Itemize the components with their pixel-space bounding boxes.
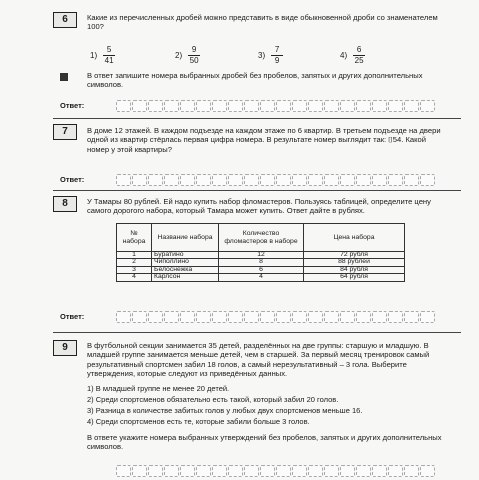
question-number-9: 9 [53, 340, 77, 356]
statement-item: 1) В младшей группе не менее 20 детей. [87, 384, 230, 393]
numerator: 5 [106, 45, 112, 54]
statement-item: 2) Среди спортсменов обязательно есть такой, который забил 20 голов. [87, 395, 339, 404]
cell-number: 4 [117, 274, 152, 281]
answer-field-8[interactable] [116, 311, 435, 323]
column-header: Цена набора [304, 224, 405, 252]
table-row [117, 274, 405, 281]
sets-table [116, 223, 405, 282]
numerator: 9 [191, 45, 197, 54]
answer-field-7[interactable] [116, 174, 435, 186]
numerator: 6 [356, 45, 362, 54]
question-8-text: У Тамары 80 рублей. Ей надо купить набор фломастеров. Пользуясь таблицей, определите цену самого дорогого набора, который Тамара может купить. Ответ дайте в рублях. [87, 197, 431, 216]
square-marker-icon [60, 73, 68, 81]
statement-item: 4) Среди спортсменов есть те, которые забили больше 3 голов. [87, 417, 310, 426]
denominator: 41 [104, 56, 114, 65]
column-header: Количество фломастеров в наборе [219, 224, 304, 252]
cell-price: 88 рублей [304, 259, 405, 266]
cell-name: Карлсон [152, 274, 219, 281]
q6-option-4 [340, 46, 365, 65]
question-number-8: 8 [53, 196, 77, 212]
question-9-text: В футбольной секции занимается 35 детей, разделённых на две группы: старшую и младшую. В младшей группе занимается меньше детей, чем в старшей. За первый месяц тренировок самый результативный спортсмен забил 18 голов, а самый нерезультативный – 3 гола. Выберите утверждения, которые следуют из приведённых данных. [87, 341, 430, 379]
denominator: 9 [274, 56, 280, 65]
divider [53, 190, 461, 191]
divider [53, 118, 461, 119]
question-number-7: 7 [53, 124, 77, 140]
cell-count: 8 [219, 259, 304, 266]
divider [53, 332, 461, 333]
statements-list [87, 383, 362, 427]
cell-count: 6 [219, 266, 304, 273]
cell-count: 12 [219, 252, 304, 259]
cell-price: 72 рубля [304, 252, 405, 259]
column-header: Название набора [152, 224, 219, 252]
option-label: 2) [175, 51, 183, 60]
cell-number: 3 [117, 266, 152, 273]
cell-name: Белоснежка [152, 266, 219, 273]
option-label: 4) [340, 51, 348, 60]
q6-option-2 [175, 46, 200, 65]
question-6-text: Какие из перечисленных дробей можно представить в виде обыкновенной дроби со знаменателем 100? [87, 13, 438, 32]
denominator: 50 [189, 56, 199, 65]
question-9-instruction: В ответе укажите номера выбранных утверждений без пробелов, запятых и других дополнительных символов. [87, 433, 442, 452]
question-6-instruction: В ответ запишите номера выбранных дробей без пробелов, запятых и других дополнительных символов. [87, 71, 423, 90]
answer-label-7: Ответ: [60, 175, 85, 184]
cell-price: 84 рубля [304, 266, 405, 273]
answer-field-6[interactable] [116, 100, 435, 112]
cell-price: 64 рубля [304, 274, 405, 281]
answer-field-9[interactable] [116, 465, 435, 477]
q6-option-3 [258, 46, 283, 65]
question-number-6: 6 [53, 12, 77, 28]
table-header-row [117, 224, 405, 252]
numerator: 7 [274, 45, 280, 54]
column-header: № набора [117, 224, 152, 252]
cell-name: Чиполлино [152, 259, 219, 266]
option-label: 1) [90, 51, 98, 60]
answer-label-8: Ответ: [60, 312, 85, 321]
cell-name: Буратино [152, 252, 219, 259]
statement-item: 3) Разница в количестве забитых голов у любых двух спортсменов меньше 16. [87, 406, 363, 415]
q6-option-1 [90, 46, 115, 65]
cell-number: 2 [117, 259, 152, 266]
cell-number: 1 [117, 252, 152, 259]
option-label: 3) [258, 51, 266, 60]
answer-label-6: Ответ: [60, 101, 85, 110]
question-7-text: В доме 12 этажей. В каждом подъезде на каждом этаже по 6 квартир. В третьем подъезде на двери одной из квартир стёрлась первая цифра номера. В результате номер выглядит так: ⌷54. Какой номер у этой квартиры? [87, 126, 441, 154]
denominator: 25 [354, 56, 364, 65]
cell-count: 4 [219, 274, 304, 281]
